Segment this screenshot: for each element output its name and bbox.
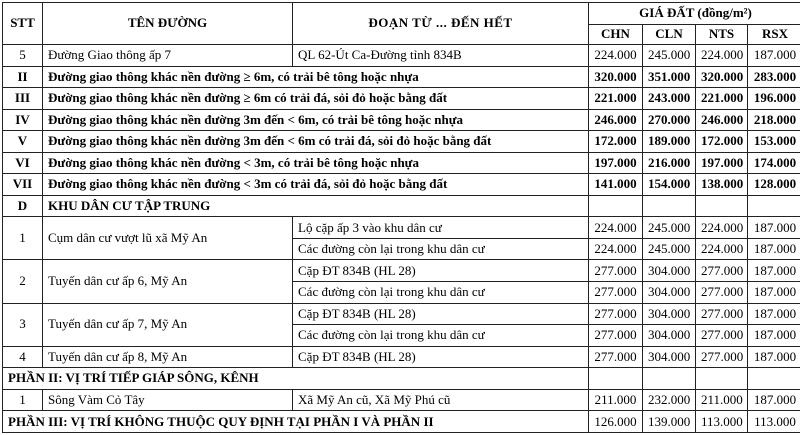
- cell-price-cln: 304.000: [643, 260, 696, 282]
- cell-price-rsx: 187.000: [748, 217, 800, 239]
- cell-price-chn: 197.000: [589, 152, 643, 174]
- cell-category-name: Đường giao thông khác nền đường ≥ 6m, có trải bê tông hoặc nhựa: [43, 66, 589, 88]
- cell-price-nts: 277.000: [696, 282, 748, 304]
- cell-price-nts: 197.000: [696, 152, 748, 174]
- table-row: [3, 45, 800, 67]
- cell-price-nts: 224.000: [696, 238, 748, 260]
- cell-price-cln: [643, 195, 696, 217]
- cell-price-chn: [589, 368, 643, 390]
- cell-price-rsx: 187.000: [748, 303, 800, 325]
- header-row-top: [3, 3, 800, 25]
- table-row: [3, 88, 800, 110]
- table-row: [3, 195, 800, 217]
- cell-price-nts: 277.000: [696, 325, 748, 347]
- cell-price-nts: 172.000: [696, 131, 748, 153]
- cell-stt: III: [3, 88, 43, 110]
- table-row: [3, 411, 800, 433]
- cell-price-cln: [643, 368, 696, 390]
- col-header-chn: CHN: [589, 25, 643, 45]
- cell-stt: 1: [3, 217, 43, 260]
- cell-price-nts: 211.000: [696, 389, 748, 411]
- cell-segment: Cặp ĐT 834B (HL 28): [293, 346, 589, 368]
- cell-price-cln: 304.000: [643, 303, 696, 325]
- cell-segment: QL 62-Út Ca-Đường tỉnh 834B: [293, 45, 589, 67]
- cell-price-rsx: 174.000: [748, 152, 800, 174]
- cell-price-chn: 211.000: [589, 389, 643, 411]
- cell-price-rsx: 153.000: [748, 131, 800, 153]
- col-header-stt: STT: [3, 3, 43, 45]
- cell-price-nts: 224.000: [696, 45, 748, 67]
- cell-stt: V: [3, 131, 43, 153]
- cell-price-cln: 216.000: [643, 152, 696, 174]
- cell-price-cln: 270.000: [643, 109, 696, 131]
- cell-price-rsx: 187.000: [748, 346, 800, 368]
- col-header-doan-tu-den-het: ĐOẠN TỪ ... ĐẾN HẾT: [293, 3, 589, 45]
- table-row: [3, 174, 800, 196]
- cell-price-nts: [696, 195, 748, 217]
- cell-segment: Cặp ĐT 834B (HL 28): [293, 260, 589, 282]
- cell-stt: 3: [3, 303, 43, 346]
- cell-price-rsx: 187.000: [748, 282, 800, 304]
- cell-stt: 1: [3, 389, 43, 411]
- land-price-table: [2, 2, 800, 433]
- cell-price-chn: 221.000: [589, 88, 643, 110]
- cell-segment: Các đường còn lại trong khu dân cư: [293, 325, 589, 347]
- cell-price-chn: 224.000: [589, 217, 643, 239]
- cell-category-name: Đường giao thông khác nền đường < 3m có trải đá, sỏi đỏ hoặc bằng đất: [43, 174, 589, 196]
- cell-price-cln: 304.000: [643, 282, 696, 304]
- cell-price-chn: 172.000: [589, 131, 643, 153]
- cell-category-name: Đường giao thông khác nền đường < 3m, có trải bê tông hoặc nhựa: [43, 152, 589, 174]
- table-row: [3, 260, 800, 282]
- cell-price-nts: 246.000: [696, 109, 748, 131]
- cell-category-name: Đường giao thông khác nền đường ≥ 6m có trải đá, sỏi đỏ hoặc bằng đất: [43, 88, 589, 110]
- cell-price-chn: 246.000: [589, 109, 643, 131]
- cell-price-cln: 245.000: [643, 238, 696, 260]
- cell-category-name: Đường giao thông khác nền đường 3m đến < 6m, có trải bê tông hoặc nhựa: [43, 109, 589, 131]
- cell-stt: 4: [3, 346, 43, 368]
- cell-price-rsx: [748, 195, 800, 217]
- table-header: [3, 3, 800, 45]
- cell-price-rsx: 187.000: [748, 325, 800, 347]
- cell-price-nts: 113.000: [696, 411, 748, 433]
- cell-price-nts: 224.000: [696, 217, 748, 239]
- cell-stt: IV: [3, 109, 43, 131]
- cell-price-nts: 138.000: [696, 174, 748, 196]
- cell-price-rsx: [748, 368, 800, 390]
- col-header-gia-dat: GIÁ ĐẤT (đồng/m²): [589, 3, 800, 25]
- cell-price-cln: 243.000: [643, 88, 696, 110]
- cell-price-rsx: 187.000: [748, 238, 800, 260]
- cell-road-name: Đường Giao thông ấp 7: [43, 45, 293, 67]
- cell-price-chn: 224.000: [589, 45, 643, 67]
- cell-price-cln: 304.000: [643, 325, 696, 347]
- cell-price-rsx: 128.000: [748, 174, 800, 196]
- cell-road-name: Tuyến dân cư ấp 7, Mỹ An: [43, 303, 293, 346]
- cell-price-rsx: 113.000: [748, 411, 800, 433]
- cell-price-chn: [589, 195, 643, 217]
- cell-stt: VII: [3, 174, 43, 196]
- cell-category-name: KHU DÂN CƯ TẬP TRUNG: [43, 195, 589, 217]
- cell-price-chn: 224.000: [589, 238, 643, 260]
- table-row: [3, 389, 800, 411]
- cell-price-chn: 126.000: [589, 411, 643, 433]
- cell-price-rsx: 187.000: [748, 45, 800, 67]
- cell-price-rsx: 187.000: [748, 389, 800, 411]
- col-header-ten-duong: TÊN ĐƯỜNG: [43, 3, 293, 45]
- table-row: [3, 131, 800, 153]
- col-header-cln: CLN: [643, 25, 696, 45]
- table-body: [3, 45, 800, 433]
- cell-road-name: Tuyến dân cư ấp 8, Mỹ An: [43, 346, 293, 368]
- cell-price-cln: 232.000: [643, 389, 696, 411]
- cell-price-cln: 245.000: [643, 217, 696, 239]
- table-row: [3, 368, 800, 390]
- cell-price-rsx: 218.000: [748, 109, 800, 131]
- cell-price-chn: 141.000: [589, 174, 643, 196]
- cell-price-cln: 139.000: [643, 411, 696, 433]
- cell-price-nts: [696, 368, 748, 390]
- cell-road-name: Cụm dân cư vượt lũ xã Mỹ An: [43, 217, 293, 260]
- cell-price-chn: 277.000: [589, 303, 643, 325]
- cell-price-nts: 277.000: [696, 260, 748, 282]
- cell-price-cln: 245.000: [643, 45, 696, 67]
- cell-price-cln: 304.000: [643, 346, 696, 368]
- cell-price-nts: 277.000: [696, 303, 748, 325]
- cell-price-chn: 277.000: [589, 346, 643, 368]
- cell-price-nts: 221.000: [696, 88, 748, 110]
- col-header-nts: NTS: [696, 25, 748, 45]
- cell-part-title: PHẦN II: VỊ TRÍ TIẾP GIÁP SÔNG, KÊNH: [3, 368, 589, 390]
- cell-stt: D: [3, 195, 43, 217]
- cell-price-chn: 277.000: [589, 260, 643, 282]
- table-row: [3, 217, 800, 239]
- table-row: [3, 109, 800, 131]
- cell-price-rsx: 187.000: [748, 260, 800, 282]
- cell-segment: Cặp ĐT 834B (HL 28): [293, 303, 589, 325]
- cell-road-name: Tuyến dân cư ấp 6, Mỹ An: [43, 260, 293, 303]
- cell-stt: II: [3, 66, 43, 88]
- cell-price-cln: 189.000: [643, 131, 696, 153]
- cell-segment: Các đường còn lại trong khu dân cư: [293, 238, 589, 260]
- table-row: [3, 303, 800, 325]
- cell-road-name: Sông Vàm Cỏ Tây: [43, 389, 293, 411]
- table-row: [3, 346, 800, 368]
- cell-price-chn: 277.000: [589, 282, 643, 304]
- cell-stt: 2: [3, 260, 43, 303]
- cell-segment: Lộ cặp ấp 3 vào khu dân cư: [293, 217, 589, 239]
- cell-price-cln: 351.000: [643, 66, 696, 88]
- cell-stt: VI: [3, 152, 43, 174]
- cell-part-title: PHẦN III: VỊ TRÍ KHÔNG THUỘC QUY ĐỊNH TẠI PHẦN I VÀ PHẦN II: [3, 411, 589, 433]
- cell-price-nts: 277.000: [696, 346, 748, 368]
- cell-price-chn: 277.000: [589, 325, 643, 347]
- cell-stt: 5: [3, 45, 43, 67]
- cell-category-name: Đường giao thông khác nền đường 3m đến < 6m có trải đá, sỏi đỏ hoặc bằng đất: [43, 131, 589, 153]
- cell-segment: Xã Mỹ An cũ, Xã Mỹ Phú cũ: [293, 389, 589, 411]
- table-row: [3, 152, 800, 174]
- cell-segment: Các đường còn lại trong khu dân cư: [293, 282, 589, 304]
- cell-price-cln: 154.000: [643, 174, 696, 196]
- cell-price-chn: 320.000: [589, 66, 643, 88]
- cell-price-rsx: 283.000: [748, 66, 800, 88]
- cell-price-rsx: 196.000: [748, 88, 800, 110]
- cell-price-nts: 320.000: [696, 66, 748, 88]
- table-row: [3, 66, 800, 88]
- col-header-rsx: RSX: [748, 25, 800, 45]
